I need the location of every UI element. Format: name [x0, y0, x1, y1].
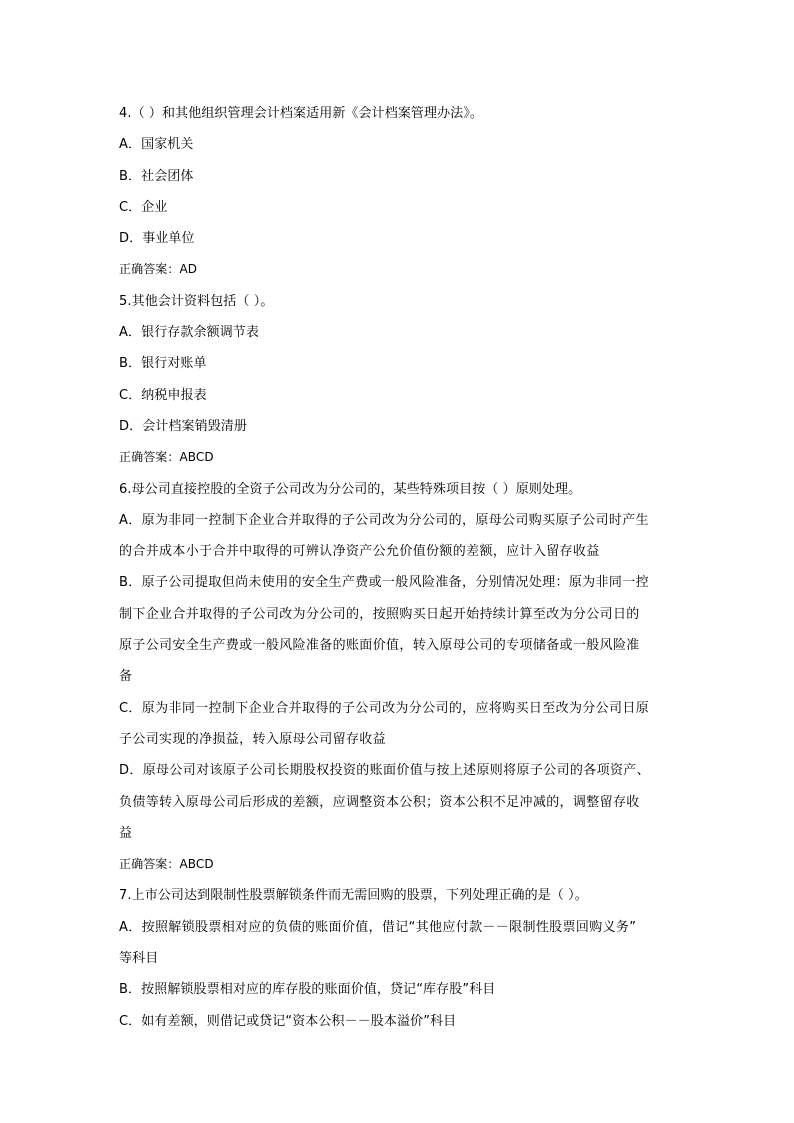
document-page — [119, 98, 679, 1037]
option-6a-line2: 的合并成本小于合并中取得的可辨认净资产公允价值份额的差额，应计入留存收益 — [119, 544, 600, 560]
question-4: 4.（ ）和其他组织管理会计档案适用新《会计档案管理办法》。 — [119, 106, 484, 121]
answer-4: 正确答案：AD — [119, 262, 198, 277]
option-7a-line1: A．按照解锁股票相对应的负债的账面价值，借记“其他应付款－－限制性股票回购义务” — [119, 919, 637, 935]
option-5c: C．纳税申报表 — [119, 387, 207, 403]
answer-6: 正确答案：ABCD — [119, 857, 214, 872]
option-6b-line2: 制下企业合并取得的子公司改为分公司的，按照购买日起开始持续计算至改为分公司日的 — [119, 606, 640, 622]
question-7: 7.上市公司达到限制性股票解锁条件而无需回购的股票，下列处理正确的是（ ）。 — [119, 888, 588, 904]
option-6d-line2: 负债等转入原母公司后形成的差额，应调整资本公积；资本公积不足冲减的，调整留存收 — [119, 794, 640, 810]
option-6b-line3: 原子公司安全生产费或一般风险准备的账面价值，转入原母公司的专项储备或一般风险准 — [119, 638, 640, 654]
answer-5: 正确答案：ABCD — [119, 450, 214, 465]
option-6d-line1: D．原母公司对该原子公司长期股权投资的账面价值与按上述原则将原子公司的各项资产、 — [119, 763, 651, 779]
option-4d: D．事业单位 — [119, 231, 195, 247]
question-6: 6.母公司直接控股的全资子公司改为分公司的，某些特殊项目按（ ）原则处理。 — [119, 481, 582, 497]
option-4c: C．企业 — [119, 199, 168, 215]
option-7a-line2: 等科目 — [119, 951, 159, 967]
option-5a: A．银行存款余额调节表 — [119, 325, 259, 341]
option-6d-line3: 益 — [119, 825, 133, 841]
option-4b: B．社会团体 — [119, 168, 194, 184]
option-7c: C．如有差额，则借记或贷记“资本公积－－股本溢价”科目 — [119, 1013, 457, 1029]
option-5b: B．银行对账单 — [119, 356, 207, 372]
option-6b-line1: B．原子公司提取但尚未使用的安全生产费或一般风险准备，分别情况处理：原为非同一控 — [119, 575, 649, 591]
option-7b: B．按照解锁股票相对应的库存股的账面价值，贷记“库存股”科目 — [119, 982, 496, 998]
question-5: 5.其他会计资料包括（ ）。 — [119, 293, 274, 309]
option-6c-line1: C．原为非同一控制下企业合并取得的子公司改为分公司的，应将购买日至改为分公司日原 — [119, 700, 650, 716]
option-6a-line1: A．原为非同一控制下企业合并取得的子公司改为分公司的，原母公司购买原子公司时产生 — [119, 512, 649, 528]
option-4a: A．国家机关 — [119, 137, 194, 153]
option-6c-line2: 子公司实现的净损益，转入原母公司留存收益 — [119, 731, 387, 747]
option-5d: D．会计档案销毁清册 — [119, 418, 248, 434]
option-6b-line4: 备 — [119, 669, 133, 685]
